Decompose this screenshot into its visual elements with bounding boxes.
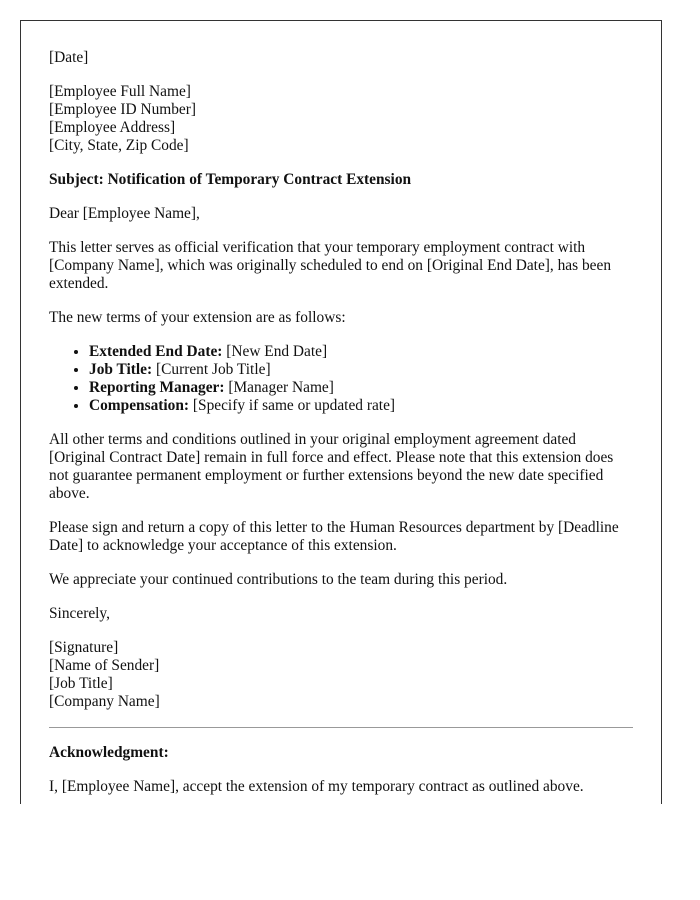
recipient-id: [Employee ID Number]: [49, 101, 197, 118]
sender-company: [Company Name]: [49, 693, 160, 710]
sender-signature: [Signature]: [49, 639, 119, 656]
term-label: Compensation:: [89, 397, 190, 414]
term-value: [New End Date]: [222, 343, 328, 360]
sender-block: [49, 639, 633, 711]
term-item: [89, 397, 633, 415]
term-label: Job Title:: [89, 361, 153, 378]
term-item: [89, 343, 633, 361]
term-label: Reporting Manager:: [89, 379, 225, 396]
sender-title: [Job Title]: [49, 675, 113, 692]
acknowledgment-heading: Acknowledgment:: [49, 744, 169, 761]
sender-name: [Name of Sender]: [49, 657, 160, 674]
recipient-city: [City, State, Zip Code]: [49, 137, 189, 154]
salutation: Dear [Employee Name],: [49, 205, 200, 222]
acknowledgment-text: I, [Employee Name], accept the extension of my temporary contract as outlined above.: [49, 778, 584, 795]
recipient-name: [Employee Full Name]: [49, 83, 191, 100]
terms-list: [49, 343, 633, 415]
date: [Date]: [49, 49, 89, 66]
recipient-address: [Employee Address]: [49, 119, 176, 136]
subject-line: Subject: Notification of Temporary Contract Extension: [49, 171, 412, 188]
term-item: [89, 379, 633, 397]
paragraph-other-terms: All other terms and conditions outlined in your original employment agreement dated [Original Contract Date] remain in full force and effect. Please note that this extension does not guarantee permanent employment or further extensions beyond the new date specified above.: [49, 431, 614, 502]
divider: [49, 727, 633, 728]
letter-page: [20, 20, 662, 804]
paragraph-sign-return: Please sign and return a copy of this letter to the Human Resources department by [Deadline Date] to acknowledge your acceptance of this extension.: [49, 519, 619, 554]
paragraph-verification: This letter serves as official verification that your temporary employment contract with [Company Name], which was originally scheduled to end on [Original End Date], has been extended.: [49, 239, 612, 292]
closing: Sincerely,: [49, 605, 110, 622]
term-label: Extended End Date:: [89, 343, 223, 360]
term-value: [Current Job Title]: [152, 361, 271, 378]
paragraph-terms-intro: The new terms of your extension are as follows:: [49, 309, 346, 326]
term-value: [Specify if same or updated rate]: [189, 397, 396, 414]
recipient-block: [49, 83, 633, 155]
term-item: [89, 361, 633, 379]
paragraph-appreciation: We appreciate your continued contributions to the team during this period.: [49, 571, 508, 588]
term-value: [Manager Name]: [224, 379, 334, 396]
